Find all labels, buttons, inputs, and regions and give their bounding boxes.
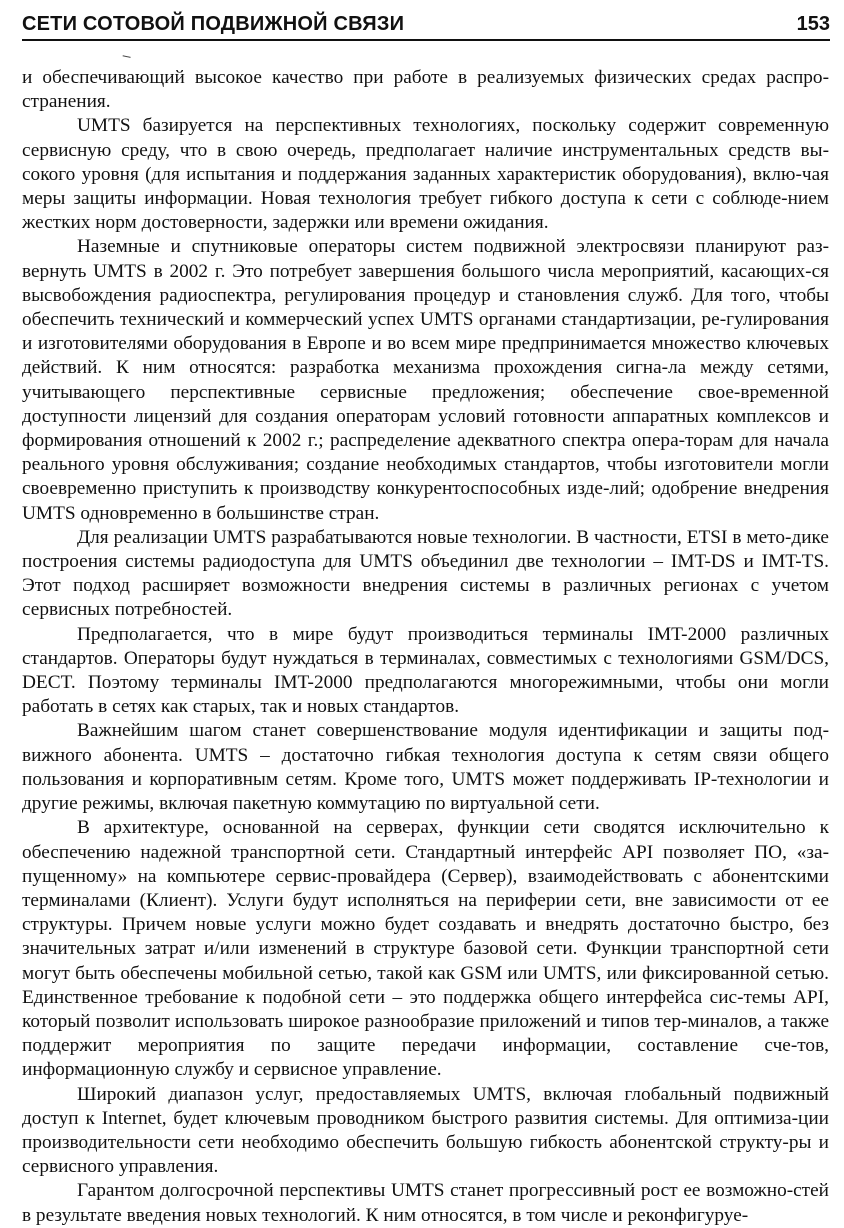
- paragraph-continuation: и обеспечивающий высокое качество при работе в реализуемых физических средах распро-странения.: [22, 67, 829, 113]
- stray-pen-mark: [121, 55, 130, 64]
- paragraph: UMTS базируется на перспективных технологиях, поскольку содержит современную сервисную среду, что в свою очередь, предполагает наличие инструментальных средств вы-сокого уровня (для испытания и поддержания заданных характеристик оборудования), вклю-чая меры защиты информации. Новая технология требует гибкого доступа к сети с соблюде-нием жестких норм достоверности, задержки или времени ожидания.: [22, 115, 829, 234]
- body-text: [22, 66, 829, 1228]
- paragraph: Широкий диапазон услуг, предоставляемых UMTS, включая глобальный подвижный доступ к Internet, будет ключевым проводником быстрого развития системы. Для оптимиза-ции производительности сети необходимо обеспечить большую гибкость абонентской структу-ры и сервисного управления.: [22, 1083, 829, 1178]
- page-number: 153: [796, 13, 830, 35]
- paragraph: В архитектуре, основанной на серверах, функции сети сводятся исключительно к обеспечению надежной транспортной сети. Стандартный интерфейс API позволяет ПО, «за-пущенному» на компьютере сервис-провайдера (Сервер), взаимодействовать с абонентскими терминалами (Клиент). Услуги будут исполняться на периферии сети, вне зависимости от ее структуры. Причем новые услуги можно будет создавать и внедрять достаточно быстро, без значительных затрат и/или изменений в структуре базовой сети. Функции транспортной сети могут быть обеспечены мобильной сетью, такой как GSM или UMTS, или фиксированной сетью. Единственное требование к подобной сети – это поддержка общего интерфейса сис-темы API, который позволит использовать широкое разнообразие приложений и типов тер-миналов, а также поддержит мероприятия по защите передачи информации, составление сче-тов, информационную службу и сервисное управление.: [22, 817, 829, 1081]
- paragraph: Важнейшим шагом станет совершенствование модуля идентификации и защиты под-вижного абонента. UMTS – достаточно гибкая технология доступа к сетям связи общего пользования и корпоративным сетям. Кроме того, UMTS может поддерживать IP-технологии и другие режимы, включая пакетную коммутацию по виртуальной сети.: [22, 720, 829, 815]
- running-title: СЕТИ СОТОВОЙ ПОДВИЖНОЙ СВЯЗИ: [22, 13, 405, 35]
- paragraph: Гарантом долгосрочной перспективы UMTS станет прогрессивный рост ее возможно-стей в результате введения новых технологий. К ним относятся, в том числе и реконфигуруе-: [22, 1180, 829, 1226]
- paragraph: Для реализации UMTS разрабатываются новые технологии. В частности, ETSI в мето-дике построения системы радиодоступа для UMTS объединил две технологии – IMT-DS и IMT-TS. Этот подход расширяет возможности внедрения системы в различных регионах с учетом сервисных потребностей.: [22, 526, 829, 621]
- paragraph: Наземные и спутниковые операторы систем подвижной электросвязи планируют раз-вернуть UMTS в 2002 г. Это потребует завершения большого числа мероприятий, касающих-ся высвобождения радиоспектра, регулирования процедур и становления служб. Для того, чтобы обеспечить технический и коммерческий успех UMTS органами стандартизации, ре-гулирования и изготовителями оборудования в Европе и во всем мире предпринимается множество ключевых действий. К ним относятся: разработка механизма прохождения сигна-ла между сетями, учитывающего перспективные сервисные предложения; обеспечение свое-временной доступности лицензий для создания операторам условий готовности аппаратных комплексов и формирования отношений к 2002 г.; распределение адекватного спектра опера-торам для начала реального уровня обслуживания; создание необходимых стандартов, чтобы изготовители могли своевременно приступить к производству конкурентоспособных изде-лий; одобрение внедрения UMTS одновременно в большинстве стран.: [22, 236, 829, 524]
- paragraph: Предполагается, что в мире будут производиться терминалы IMT-2000 различных стандартов. Операторы будут нуждаться в терминалах, совместимых с технологиями GSM/DCS, DECT. Поэтому терминалы IMT-2000 предполагаются многорежимными, чтобы они могли работать в сетях как старых, так и новых стандартов.: [22, 623, 829, 718]
- running-header: [22, 6, 830, 41]
